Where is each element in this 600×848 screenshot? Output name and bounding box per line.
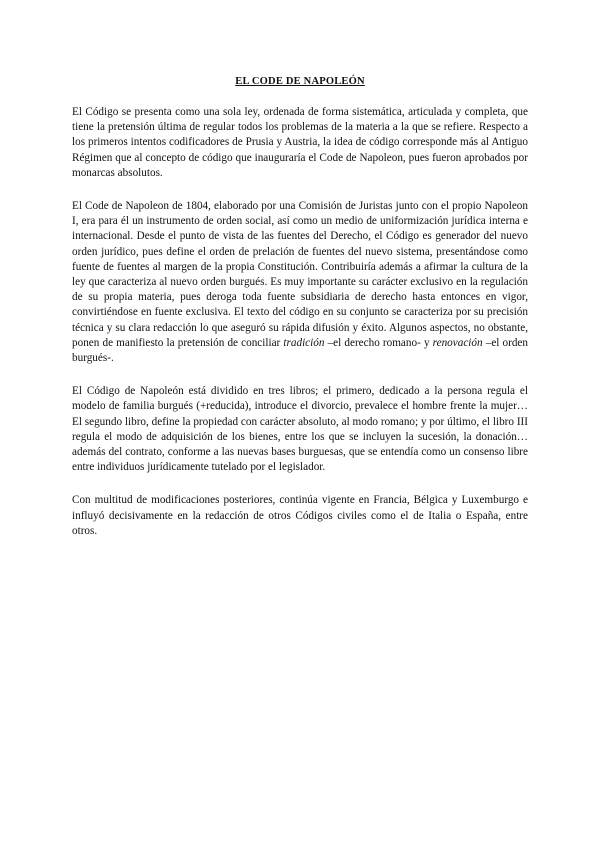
italic-renovacion: renovación — [432, 336, 483, 349]
paragraph-code-1804-text-after: –el orden burgués-. — [72, 336, 528, 365]
paragraph-influence: Con multitud de modificaciones posteriores, continúa vigente en Francia, Bélgica y Luxemburgo e influyó decisivamente en la redacción de otros Códigos civiles como el de Italia o España, entre otros. — [72, 494, 528, 537]
paragraph-code-1804 — [72, 199, 528, 366]
document-title: EL CODE DE NAPOLEÓN — [235, 76, 365, 87]
paragraph-code-1804-text-before: El Code de Napoleon de 1804, elaborado por una Comisión de Juristas junto con el propio Napoleon I, era para él un instrumento de orden social, así como un medio de uniformización jurídica interna e internacional. Desde el punto de vista de las fuentes del Derecho, el Código es generador del nuevo orden jurídico, pues define el orden de prelación de fuentes del nuevo sistema, presentándose como fuente de fuentes al margen de la propia Constitución. Contribuiría además a afirmar la cultura de la ley que caracteriza al nuevo orden burgués. Es muy importante su carácter exclusivo en la regulación de su propia materia, pues deroga toda fuente subsidiaria de derecho hasta entonces en vigor, convirtiéndose en fuente exclusiva. El texto del código en su conjunto se caracteriza por su precisión técnica y su clara redacción lo que aseguró su rápida difusión y éxito. Algunos aspectos, no obstante, ponen de manifiesto la pretensión de conciliar — [72, 200, 528, 349]
document-page — [72, 70, 528, 557]
paragraph-intro: El Código se presenta como una sola ley, ordenada de forma sistemática, articulada y completa, que tiene la pretensión última de regular todos los problemas de la materia a la que se refiere. Respecto a los primeros intentos codificadores de Prusia y Austria, la idea de código corresponde más al Antiguo Régimen que al concepto de código que inauguraría el Code de Napoleon, pues fueron aprobados por monarcas absolutos. — [72, 106, 528, 179]
paragraph-code-1804-text-middle: –el derecho romano- y — [324, 336, 433, 349]
paragraph-structure: El Código de Napoleón está dividido en tres libros; el primero, dedicado a la persona regula el modelo de familia burgués (+reducida), introduce el divorcio, prevalece el hombre frente la mujer… El segundo libro, define la propiedad con carácter absoluto, al modo romano; y por último, el libro III regula el modo de adquisición de los bienes, entre los que se incluyen la sucesión, la donación… además del contrato, conforme a las nuevas bases burguesas, que se entendía como un consenso libre entre individuos jurídicamente tutelado por el legislador. — [72, 385, 528, 474]
italic-tradicion: tradición — [283, 336, 325, 349]
